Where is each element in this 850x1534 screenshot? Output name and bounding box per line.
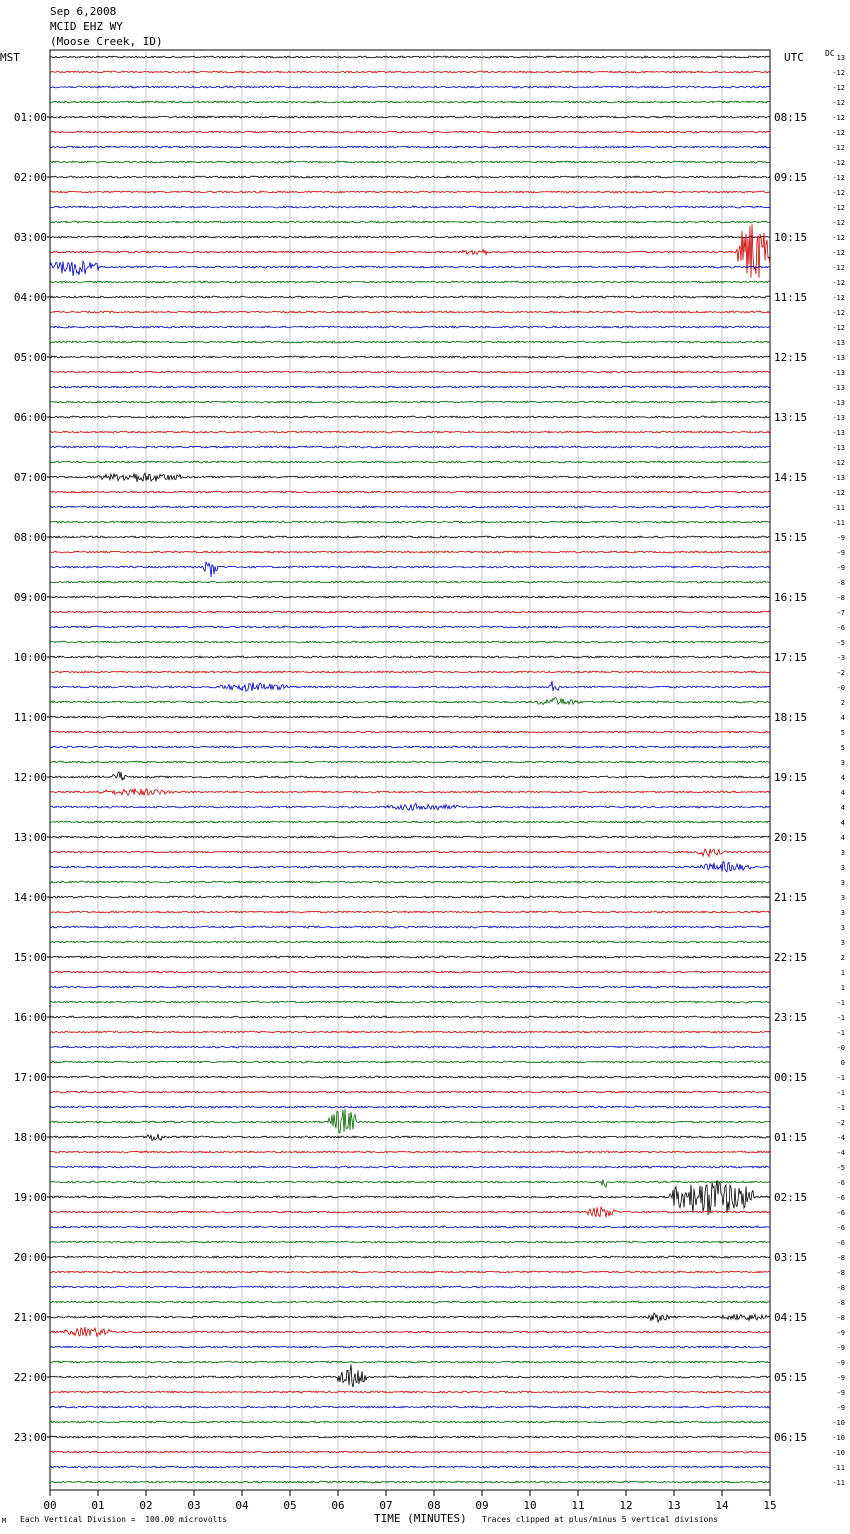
trace-row-20 — [50, 356, 770, 358]
trace-row-80 — [50, 1256, 770, 1258]
dc-offset-value: 5 — [840, 744, 845, 752]
trace-row-95 — [50, 1481, 770, 1483]
dc-offset-value: -12 — [832, 204, 845, 212]
dc-offset-value: -12 — [832, 264, 845, 272]
dc-offset-value: -12 — [832, 189, 845, 197]
trace-row-70 — [50, 1106, 770, 1108]
dc-offset-value: -11 — [832, 519, 845, 527]
trace-row-77 — [50, 1207, 770, 1218]
right-hour-label: 17:15 — [774, 651, 808, 664]
trace-row-73 — [50, 1151, 770, 1153]
left-hour-label: 04:00 — [13, 291, 47, 304]
trace-row-17 — [50, 311, 770, 313]
trace-row-29 — [50, 491, 770, 493]
dc-offset-value: -13 — [832, 429, 845, 437]
x-tick-label: 03 — [187, 1499, 201, 1512]
x-tick-label: 14 — [715, 1499, 729, 1512]
dc-offset-value: 4 — [840, 714, 845, 722]
dc-offset-value: -9 — [836, 1344, 845, 1352]
dc-offset-value: -4 — [836, 1134, 845, 1142]
left-hour-label: 23:00 — [13, 1431, 47, 1444]
dc-offset-value: -5 — [836, 1164, 845, 1172]
right-hour-label: 23:15 — [774, 1011, 808, 1024]
dc-offset-value: -1 — [836, 1014, 845, 1022]
trace-row-50 — [50, 803, 770, 810]
dc-offset-value: -8 — [836, 579, 845, 587]
trace-row-8 — [50, 176, 770, 178]
trace-row-43 — [50, 698, 770, 705]
trace-row-85 — [50, 1327, 770, 1336]
x-tick-label: 13 — [667, 1499, 681, 1512]
left-hour-label: 19:00 — [13, 1191, 47, 1204]
trace-row-86 — [50, 1346, 770, 1348]
left-hour-label: 08:00 — [13, 531, 47, 544]
trace-row-90 — [50, 1406, 770, 1408]
trace-row-44 — [50, 716, 770, 718]
dc-offset-value: -12 — [832, 159, 845, 167]
right-hour-label: 06:15 — [774, 1431, 808, 1444]
dc-offset-value: -4 — [836, 1149, 845, 1157]
trace-row-4 — [50, 116, 770, 118]
dc-offset-value: -13 — [832, 474, 845, 482]
trace-row-63 — [50, 1001, 770, 1003]
dc-offset-value: -8 — [836, 1299, 845, 1307]
trace-row-42 — [50, 681, 770, 691]
left-hour-label: 03:00 — [13, 231, 47, 244]
trace-row-16 — [50, 296, 770, 298]
trace-row-25 — [50, 431, 770, 433]
trace-row-60 — [50, 956, 770, 958]
dc-offset-value: -12 — [832, 99, 845, 107]
x-tick-label: 11 — [571, 1499, 585, 1512]
right-hour-label: 14:15 — [774, 471, 808, 484]
trace-row-6 — [50, 146, 770, 148]
trace-row-87 — [50, 1361, 770, 1363]
right-hour-label: 02:15 — [774, 1191, 808, 1204]
dc-offset-value: -11 — [832, 1479, 845, 1487]
trace-row-53 — [50, 849, 770, 857]
right-hour-label: 16:15 — [774, 591, 808, 604]
trace-row-54 — [50, 862, 770, 872]
right-hour-label: 00:15 — [774, 1071, 808, 1084]
left-hour-label: 21:00 — [13, 1311, 47, 1324]
trace-row-67 — [50, 1061, 770, 1063]
right-hour-label: 22:15 — [774, 951, 808, 964]
trace-row-57 — [50, 911, 770, 913]
right-hour-label: 12:15 — [774, 351, 808, 364]
dc-offset-value: -8 — [836, 1314, 845, 1322]
trace-row-38 — [50, 626, 770, 628]
right-hour-label: 03:15 — [774, 1251, 808, 1264]
trace-row-41 — [50, 671, 770, 673]
trace-row-14 — [50, 261, 770, 276]
right-hour-label: 11:15 — [774, 291, 808, 304]
right-hour-labels — [774, 111, 807, 1444]
trace-row-49 — [50, 789, 770, 796]
dc-offset-value: -10 — [832, 1419, 845, 1427]
x-tick-label: 09 — [475, 1499, 489, 1512]
trace-row-21 — [50, 371, 770, 373]
dc-offset-value: -10 — [832, 1449, 845, 1457]
dc-offset-value: 2 — [840, 699, 845, 707]
dc-offset-value: -9 — [836, 564, 845, 572]
left-hour-label: 10:00 — [13, 651, 47, 664]
dc-offset-value: -9 — [836, 1404, 845, 1412]
dc-offset-value: -12 — [832, 279, 845, 287]
dc-offset-value: -12 — [832, 84, 845, 92]
trace-row-34 — [50, 562, 770, 577]
dc-offset-value: -0 — [836, 1044, 845, 1052]
trace-row-59 — [50, 941, 770, 943]
trace-row-33 — [50, 551, 770, 553]
right-hour-label: 09:15 — [774, 171, 808, 184]
trace-row-5 — [50, 131, 770, 133]
right-hour-label: 08:15 — [774, 111, 808, 124]
trace-row-75 — [50, 1180, 770, 1188]
dc-offset-value: 3 — [840, 864, 845, 872]
dc-offset-value: -12 — [832, 69, 845, 77]
trace-row-64 — [50, 1016, 770, 1018]
trace-row-71 — [50, 1109, 770, 1133]
dc-offset-value: -6 — [836, 1209, 845, 1217]
dc-offset-value: -12 — [832, 249, 845, 257]
dc-offset-value: -12 — [832, 174, 845, 182]
x-tick-label: 10 — [523, 1499, 537, 1512]
left-hour-label: 02:00 — [13, 171, 47, 184]
trace-row-51 — [50, 821, 770, 823]
dc-offset-value: 5 — [840, 729, 845, 737]
left-hour-label: 07:00 — [13, 471, 47, 484]
trace-row-27 — [50, 461, 770, 463]
trace-row-62 — [50, 986, 770, 988]
dc-offset-value: -11 — [832, 1464, 845, 1472]
x-tick-label: 04 — [235, 1499, 249, 1512]
dc-offset-value: -10 — [832, 1434, 845, 1442]
right-hour-label: 04:15 — [774, 1311, 808, 1324]
dc-offset-value: -6 — [836, 1224, 845, 1232]
dc-offset-value: -12 — [832, 114, 845, 122]
dc-offset-value: -12 — [832, 219, 845, 227]
dc-offset-value: -12 — [832, 459, 845, 467]
trace-row-37 — [50, 611, 770, 613]
trace-row-61 — [50, 971, 770, 973]
station-code: MCID EHZ WY — [50, 20, 123, 33]
trace-row-35 — [50, 581, 770, 583]
dc-offset-value: -1 — [836, 1104, 845, 1112]
left-hour-label: 01:00 — [13, 111, 47, 124]
x-axis-ticks — [43, 1490, 776, 1512]
x-tick-label: 00 — [43, 1499, 57, 1512]
dc-offset-header: DC — [825, 49, 835, 58]
right-hour-label: 15:15 — [774, 531, 808, 544]
trace-row-89 — [50, 1391, 770, 1393]
dc-offset-value: -13 — [832, 369, 845, 377]
x-tick-label: 05 — [283, 1499, 297, 1512]
trace-row-24 — [50, 416, 770, 418]
left-hour-label: 12:00 — [13, 771, 47, 784]
trace-row-56 — [50, 896, 770, 898]
dc-offset-value: -12 — [832, 144, 845, 152]
left-hour-label: 06:00 — [13, 411, 47, 424]
dc-offset-value: 1 — [840, 984, 845, 992]
right-hour-label: 20:15 — [774, 831, 808, 844]
trace-row-3 — [50, 101, 770, 103]
dc-offset-value: 2 — [840, 954, 845, 962]
dc-offset-value: 4 — [840, 834, 845, 842]
dc-offset-value: -12 — [832, 129, 845, 137]
dc-offset-value: 3 — [840, 879, 845, 887]
trace-row-22 — [50, 386, 770, 388]
left-hour-label: 05:00 — [13, 351, 47, 364]
trace-row-46 — [50, 746, 770, 748]
dc-offset-value: 4 — [840, 774, 845, 782]
dc-offset-value: 1 — [840, 969, 845, 977]
trace-row-12 — [50, 236, 770, 238]
dc-offset-value: -0 — [836, 684, 845, 692]
right-hour-label: 10:15 — [774, 231, 808, 244]
left-hour-label: 14:00 — [13, 891, 47, 904]
dc-offset-value: -1 — [836, 1029, 845, 1037]
dc-offset-value: -6 — [836, 624, 845, 632]
trace-row-79 — [50, 1241, 770, 1243]
trace-row-26 — [50, 446, 770, 448]
x-tick-label: 07 — [379, 1499, 393, 1512]
right-hour-label: 19:15 — [774, 771, 808, 784]
trace-row-82 — [50, 1286, 770, 1288]
trace-row-15 — [50, 281, 770, 283]
dc-offset-value: -2 — [836, 1119, 845, 1127]
dc-offset-value: -12 — [832, 324, 845, 332]
dc-offset-value: 3 — [840, 759, 845, 767]
trace-row-30 — [50, 506, 770, 508]
plot-date: Sep 6,2008 — [50, 5, 117, 18]
dc-offset-value: -3 — [836, 654, 845, 662]
trace-row-19 — [50, 341, 770, 343]
right-hour-label: 05:15 — [774, 1371, 808, 1384]
dc-offset-value: -13 — [832, 444, 845, 452]
dc-offset-value: -13 — [832, 399, 845, 407]
trace-row-69 — [50, 1091, 770, 1093]
left-hour-label: 18:00 — [13, 1131, 47, 1144]
scale-note: Each Vertical Division = 100.00 microvolts — [20, 1515, 228, 1524]
trace-row-7 — [50, 161, 770, 163]
dc-offset-value: -1 — [836, 1074, 845, 1082]
dc-offset-value: -13 — [832, 339, 845, 347]
dc-offset-value: 3 — [840, 894, 845, 902]
trace-row-0 — [50, 56, 770, 58]
dc-offset-value: 3 — [840, 909, 845, 917]
dc-offset-value: -9 — [836, 1359, 845, 1367]
trace-row-84 — [50, 1313, 770, 1322]
minute-grid — [98, 50, 722, 1490]
dc-offset-value: -8 — [836, 594, 845, 602]
trace-row-66 — [50, 1046, 770, 1048]
trace-row-72 — [50, 1134, 770, 1141]
trace-row-94 — [50, 1466, 770, 1468]
left-hour-label: 17:00 — [13, 1071, 47, 1084]
dc-offset-value: -13 — [832, 414, 845, 422]
dc-offset-value: -9 — [836, 534, 845, 542]
trace-row-11 — [50, 221, 770, 223]
left-hour-label: 16:00 — [13, 1011, 47, 1024]
left-hour-label: 22:00 — [13, 1371, 47, 1384]
dc-offset-value: -1 — [836, 1089, 845, 1097]
right-hour-label: 13:15 — [774, 411, 808, 424]
dc-offset-value: -9 — [836, 1374, 845, 1382]
dc-offset-value: -6 — [836, 1194, 845, 1202]
trace-row-65 — [50, 1031, 770, 1033]
left-hour-label: 13:00 — [13, 831, 47, 844]
right-timezone-label: UTC — [784, 51, 804, 64]
right-hour-label: 21:15 — [774, 891, 808, 904]
left-hour-label: 09:00 — [13, 591, 47, 604]
left-hour-label: 11:00 — [13, 711, 47, 724]
dc-offset-value: -9 — [836, 549, 845, 557]
trace-row-58 — [50, 926, 770, 928]
dc-offset-value: -9 — [836, 1329, 845, 1337]
trace-row-83 — [50, 1301, 770, 1303]
station-location: (Moose Creek, ID) — [50, 35, 163, 48]
dc-offset-value: 4 — [840, 789, 845, 797]
x-tick-label: 06 — [331, 1499, 345, 1512]
trace-row-31 — [50, 521, 770, 523]
dc-offset-value: 0 — [840, 1059, 845, 1067]
dc-offset-value: -8 — [836, 1284, 845, 1292]
trace-row-74 — [50, 1166, 770, 1168]
dc-offset-value: -5 — [836, 639, 845, 647]
trace-row-81 — [50, 1271, 770, 1273]
dc-offset-value: 3 — [840, 849, 845, 857]
dc-offset-value: -7 — [836, 609, 845, 617]
trace-row-76 — [50, 1180, 770, 1215]
dc-offset-value: -13 — [832, 384, 845, 392]
trace-row-47 — [50, 761, 770, 763]
footer-mark: M — [2, 1517, 7, 1525]
dc-offset-value: -8 — [836, 1254, 845, 1262]
trace-row-52 — [50, 836, 770, 838]
dc-offset-value: -12 — [832, 489, 845, 497]
dc-offset-value: -13 — [832, 354, 845, 362]
trace-row-68 — [50, 1076, 770, 1078]
trace-row-45 — [50, 731, 770, 733]
trace-row-9 — [50, 191, 770, 193]
dc-offset-value: -8 — [836, 1269, 845, 1277]
trace-row-2 — [50, 86, 770, 88]
trace-row-10 — [50, 206, 770, 208]
dc-offset-value: -12 — [832, 294, 845, 302]
x-tick-label: 01 — [91, 1499, 105, 1512]
dc-offset-value: 13 — [836, 54, 845, 62]
x-tick-label: 15 — [763, 1499, 777, 1512]
right-hour-label: 01:15 — [774, 1131, 808, 1144]
trace-row-28 — [50, 473, 770, 482]
left-timezone-label: MST — [0, 51, 20, 64]
trace-row-91 — [50, 1421, 770, 1423]
trace-row-18 — [50, 326, 770, 328]
trace-row-93 — [50, 1451, 770, 1453]
trace-row-39 — [50, 641, 770, 643]
clip-note: Traces clipped at plus/minus 5 vertical divisions — [482, 1515, 719, 1524]
trace-row-92 — [50, 1436, 770, 1438]
dc-offset-value: 4 — [840, 804, 845, 812]
dc-offset-value: 3 — [840, 939, 845, 947]
trace-row-55 — [50, 881, 770, 883]
trace-row-23 — [50, 401, 770, 403]
dc-offset-values — [832, 54, 845, 1487]
trace-row-48 — [50, 772, 770, 781]
dc-offset-value: -9 — [836, 1389, 845, 1397]
trace-row-40 — [50, 656, 770, 658]
trace-row-78 — [50, 1226, 770, 1228]
dc-offset-value: -6 — [836, 1239, 845, 1247]
x-tick-label: 02 — [139, 1499, 153, 1512]
dc-offset-value: -2 — [836, 669, 845, 677]
trace-row-32 — [50, 536, 770, 538]
dc-offset-value: -11 — [832, 504, 845, 512]
dc-offset-value: -12 — [832, 309, 845, 317]
x-axis-title: TIME (MINUTES) — [374, 1512, 467, 1525]
right-hour-label: 18:15 — [774, 711, 808, 724]
left-hour-labels — [14, 111, 50, 1444]
left-hour-label: 20:00 — [13, 1251, 47, 1264]
dc-offset-value: 4 — [840, 819, 845, 827]
trace-row-13 — [50, 224, 770, 278]
plot-frame — [50, 50, 770, 1490]
trace-row-88 — [50, 1364, 770, 1387]
x-tick-label: 08 — [427, 1499, 441, 1512]
seismic-traces — [50, 56, 770, 1483]
trace-row-1 — [50, 71, 770, 73]
trace-row-36 — [50, 596, 770, 598]
left-hour-label: 15:00 — [13, 951, 47, 964]
dc-offset-value: -12 — [832, 234, 845, 242]
dc-offset-value: 3 — [840, 924, 845, 932]
x-tick-label: 12 — [619, 1499, 633, 1512]
dc-offset-value: -6 — [836, 1179, 845, 1187]
dc-offset-value: -1 — [836, 999, 845, 1007]
